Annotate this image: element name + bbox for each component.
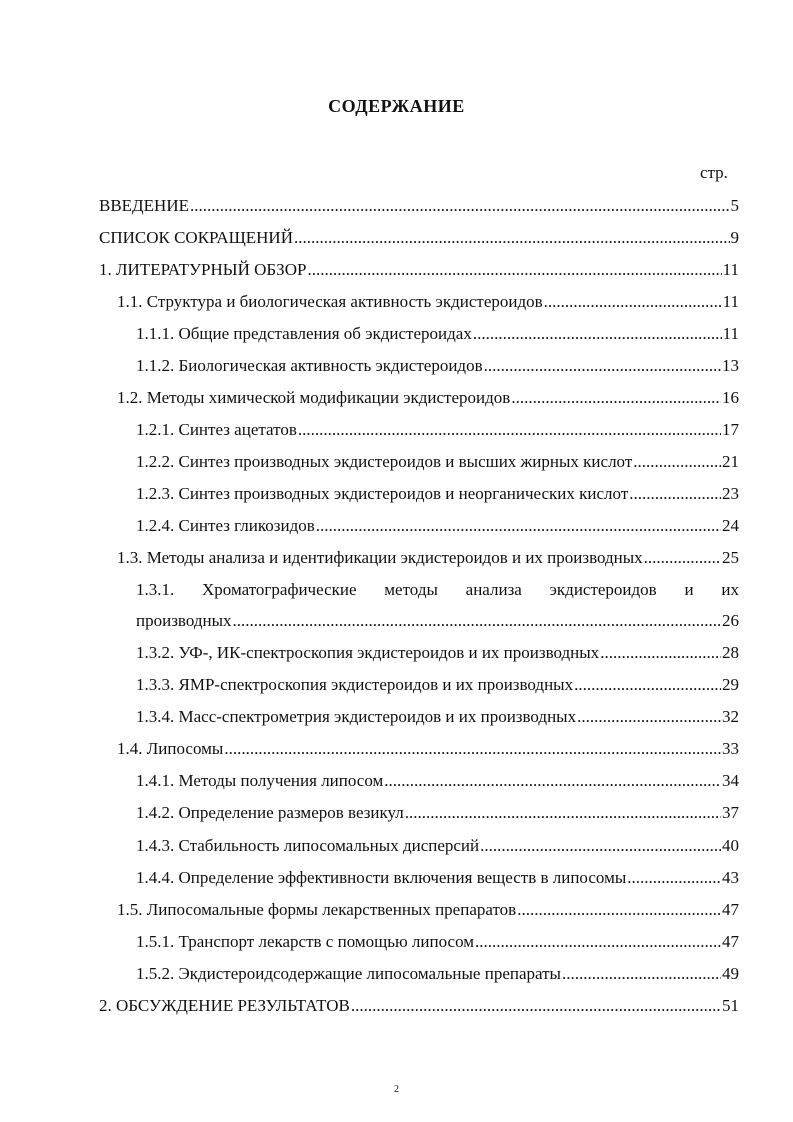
toc-entry-title: 1.3.2. УФ-, ИК-спектроскопия экдистероидов и их производных: [136, 643, 600, 662]
toc-entry: [117, 893, 739, 927]
toc-entry-title: 1.5.1. Транспорт лекарств с помощью липосом: [136, 932, 475, 951]
toc-entry-title: ВВЕДЕНИЕ: [99, 196, 189, 215]
toc-entry-title: 1.4.4. Определение эффективности включения веществ в липосомы: [136, 868, 627, 887]
leader-dots: [224, 739, 721, 759]
page-title: СОДЕРЖАНИЕ: [328, 96, 465, 116]
leader-dots: [544, 292, 722, 312]
toc-entry: [136, 700, 739, 734]
toc-entry-title: 1.2.2. Синтез производных экдистероидов и высших жирных кислот: [136, 452, 633, 471]
leader-dots: [473, 324, 722, 344]
leader-dots: [644, 548, 721, 568]
toc-entry-page: 47: [722, 900, 739, 919]
toc-entry: [136, 925, 739, 959]
toc-entry-title: 1.3. Методы анализа и идентификации экдистероидов и их производных: [117, 548, 643, 567]
toc-word: и: [684, 580, 694, 599]
leader-dots: [627, 868, 721, 888]
toc-word: анализа: [465, 580, 522, 599]
leader-dots: [233, 611, 721, 631]
toc-entry-page: 43: [722, 868, 739, 887]
toc-entry: [136, 764, 739, 798]
toc-entry: [136, 957, 739, 991]
toc-entry-title: 1.5. Липосомальные формы лекарственных препаратов: [117, 900, 517, 919]
toc-word: 1.3.1.: [136, 580, 175, 599]
leader-dots: [600, 643, 721, 663]
toc-entry-title: 1.4.3. Стабильность липосомальных дисперсий: [136, 836, 480, 855]
leader-dots: [294, 228, 730, 248]
toc-entry-page: 51: [722, 996, 739, 1015]
toc-entry-page: 11: [722, 324, 739, 343]
toc-entry-title: 1.2.1. Синтез ацетатов: [136, 420, 297, 439]
toc-entry-page: 11: [722, 260, 739, 279]
toc-entry-page: 23: [722, 484, 739, 503]
leader-dots: [316, 516, 721, 536]
toc-entry: [117, 732, 739, 766]
toc-entry-page: 21: [722, 452, 739, 471]
toc-entry-title: 1.1.1. Общие представления об экдистероидах: [136, 324, 472, 343]
toc-entry-page: 9: [730, 228, 739, 247]
toc-entry: [136, 668, 739, 702]
toc-entry-title: 1.5.2. Экдистероидсодержащие липосомальные препараты: [136, 964, 561, 983]
toc-entry: [117, 381, 739, 415]
toc-entry-page: 17: [722, 420, 739, 439]
leader-dots: [351, 996, 721, 1016]
leader-dots: [475, 932, 721, 952]
toc-entry: [99, 989, 739, 1023]
toc-entry: [136, 829, 739, 863]
toc-entry-title: 1.2.3. Синтез производных экдистероидов и неорганических кислот: [136, 484, 629, 503]
leader-dots: [405, 803, 721, 823]
leader-dots: [517, 900, 721, 920]
toc-entry: [136, 861, 739, 895]
toc-entry: [136, 636, 739, 670]
toc-entry-title: 1.1.2. Биологическая активность экдистероидов: [136, 356, 483, 375]
toc-entry-page: 49: [722, 964, 739, 983]
toc-entry-title: 1. ЛИТЕРАТУРНЫЙ ОБЗОР: [99, 260, 307, 279]
toc-entry: [136, 317, 739, 351]
toc-entry: [117, 285, 739, 319]
toc-entry-title: 1.2.4. Синтез гликозидов: [136, 516, 315, 535]
leader-dots: [574, 675, 721, 695]
toc-entry-page: 40: [722, 836, 739, 855]
toc-entry-page: 28: [722, 643, 739, 662]
toc-entry-page: 16: [722, 388, 739, 407]
toc-entry-page: 11: [722, 292, 739, 311]
toc-entry-title: 1.4.1. Методы получения липосом: [136, 771, 384, 790]
leader-dots: [298, 420, 721, 440]
toc-entry-page: 34: [722, 771, 739, 790]
leader-dots: [480, 836, 721, 856]
toc-entry: [136, 796, 739, 830]
toc-entry-title: 1.2. Методы химической модификации экдистероидов: [117, 388, 511, 407]
toc-entry: [99, 189, 739, 223]
toc-entry-page: 33: [722, 739, 739, 758]
toc-entry-page: 47: [722, 932, 739, 951]
toc-entry-page: 29: [722, 675, 739, 694]
toc-entry-page: 26: [722, 611, 739, 630]
leader-dots: [511, 388, 721, 408]
toc-entry-page: 25: [722, 548, 739, 567]
leader-dots: [307, 260, 721, 280]
leader-dots: [577, 707, 721, 727]
toc-entry: [136, 349, 739, 383]
page-column-header: стр.: [700, 163, 728, 182]
leader-dots: [484, 356, 721, 376]
leader-dots: [384, 771, 721, 791]
toc-entry: [136, 477, 739, 511]
toc-word: Хроматографические: [202, 580, 357, 599]
toc-entry: [136, 509, 739, 543]
toc-entry-title: 1.1. Структура и биологическая активность экдистероидов: [117, 292, 543, 311]
toc-word: экдистероидов: [549, 580, 657, 599]
toc-entry-title: 2. ОБСУЖДЕНИЕ РЕЗУЛЬТАТОВ: [99, 996, 350, 1015]
toc-entry: [136, 445, 739, 479]
toc-entry-title: 1.4. Липосомы: [117, 739, 224, 758]
toc-entry: [99, 221, 739, 255]
toc-entry-page: 37: [722, 803, 739, 822]
toc-entry-title: 1.3.3. ЯМР-спектроскопия экдистероидов и их производных: [136, 675, 574, 694]
toc-entry-title: СПИСОК СОКРАЩЕНИЙ: [99, 228, 293, 247]
toc-word: их: [721, 580, 739, 599]
toc-entry: [136, 413, 739, 447]
toc-entry: [136, 604, 739, 638]
leader-dots: [629, 484, 721, 504]
leader-dots: [190, 196, 730, 216]
toc-entry-title: 1.4.2. Определение размеров везикул: [136, 803, 404, 822]
toc-entry-page: 5: [730, 196, 739, 215]
leader-dots: [633, 452, 721, 472]
toc-entry-first-line: [136, 573, 739, 607]
toc-entry-title: производных: [136, 611, 232, 630]
toc-entry-title: 1.3.4. Масс-спектрометрия экдистероидов и их производных: [136, 707, 577, 726]
toc-entry: [99, 253, 739, 287]
leader-dots: [562, 964, 721, 984]
toc-entry-page: 32: [722, 707, 739, 726]
page-number: 2: [394, 1084, 399, 1095]
toc-entry: [117, 541, 739, 575]
toc-entry-page: 24: [722, 516, 739, 535]
toc-entry-page: 13: [722, 356, 739, 375]
toc-word: методы: [384, 580, 438, 599]
